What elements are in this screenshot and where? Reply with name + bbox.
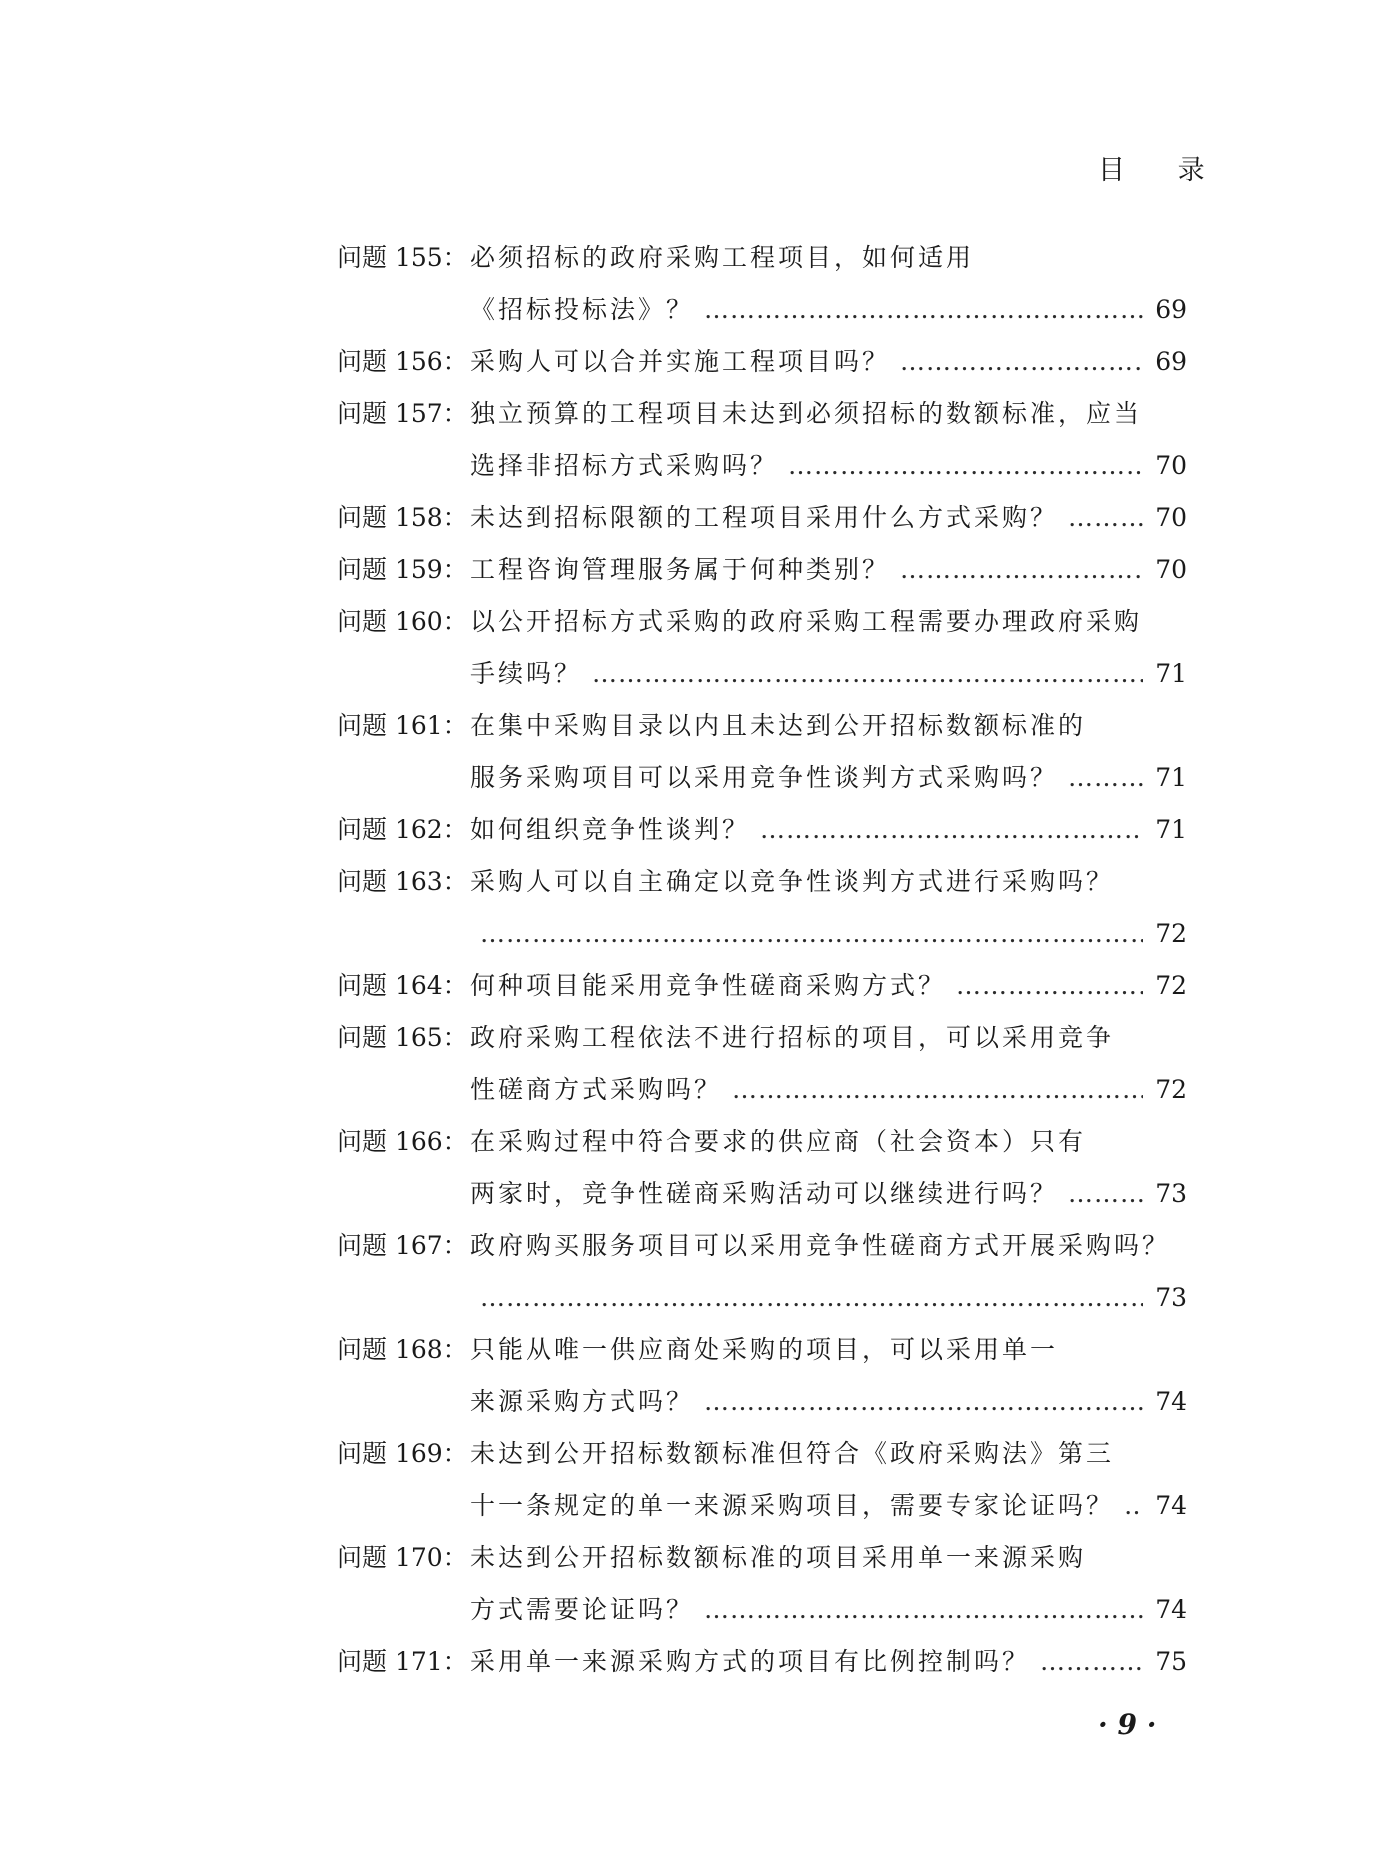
toc-entry-page: 73 xyxy=(1155,1283,1187,1312)
toc-entry-line xyxy=(337,1480,1187,1532)
toc-entry-number: 问题 165： xyxy=(337,1023,468,1052)
toc-entry-line xyxy=(337,1220,1187,1272)
toc-entry-line xyxy=(337,232,1187,284)
running-header-title: 目 录 xyxy=(1098,155,1227,186)
toc-entry-number: 问题 166： xyxy=(337,1127,468,1156)
toc-entry-page: 71 xyxy=(1155,815,1187,844)
toc-entry-line xyxy=(337,492,1187,544)
toc-dot-leader xyxy=(760,804,1143,856)
toc-dot-leader xyxy=(732,1064,1143,1116)
toc-entry-title: 独立预算的工程项目未达到必须招标的数额标准，应当 xyxy=(470,399,1143,428)
toc-entry-page: 72 xyxy=(1155,971,1187,1000)
toc-entry-line xyxy=(337,388,1187,440)
toc-entry-page: 71 xyxy=(1155,763,1187,792)
toc-entry-page: 71 xyxy=(1155,659,1187,688)
toc-entry-title: 采购人可以合并实施工程项目吗？ xyxy=(470,347,891,376)
toc-entry-title: 十一条规定的单一来源采购项目，需要专家论证吗？ xyxy=(470,1491,1115,1520)
toc-entry-page: 70 xyxy=(1155,555,1187,584)
toc-entry-title: 政府购买服务项目可以采用竞争性磋商方式开展采购吗？ xyxy=(470,1231,1171,1260)
toc-entry-line xyxy=(337,596,1187,648)
toc-entry-number: 问题 160： xyxy=(337,607,468,636)
toc-dot-leader xyxy=(1068,1168,1143,1220)
toc-entry-line xyxy=(337,1116,1187,1168)
toc-entry-line xyxy=(337,752,1187,804)
toc-entry-page: 74 xyxy=(1155,1387,1187,1416)
toc-entry-title: 服务采购项目可以采用竞争性谈判方式采购吗？ xyxy=(470,763,1059,792)
toc-entry[interactable] xyxy=(337,1636,1187,1688)
toc-entry[interactable] xyxy=(337,336,1187,388)
toc-dot-leader xyxy=(704,1584,1143,1636)
toc-entry-title: 《招标投标法》？ xyxy=(470,295,695,324)
toc-entry[interactable] xyxy=(337,1532,1187,1636)
toc-entry-number: 问题 161： xyxy=(337,711,468,740)
toc-entry-title: 选择非招标方式采购吗？ xyxy=(470,451,779,480)
toc-entry[interactable] xyxy=(337,232,1187,336)
toc-entry-number: 问题 171： xyxy=(337,1647,468,1676)
toc-entry-line xyxy=(337,284,1187,336)
toc-dot-leader xyxy=(1068,752,1143,804)
toc-entry-title: 未达到公开招标数额标准的项目采用单一来源采购 xyxy=(470,1543,1087,1572)
toc-entry-number: 问题 158： xyxy=(337,503,468,532)
toc-dot-leader xyxy=(956,960,1143,1012)
toc-entry-page: 75 xyxy=(1155,1647,1187,1676)
toc-entry-number: 问题 159： xyxy=(337,555,468,584)
toc-entry-line xyxy=(337,1376,1187,1428)
toc-entry-page: 72 xyxy=(1155,919,1187,948)
toc-entry-number: 问题 157： xyxy=(337,399,468,428)
toc-entry-page: 69 xyxy=(1155,347,1187,376)
toc-dot-leader xyxy=(900,336,1143,388)
toc-entry-line xyxy=(337,648,1187,700)
toc-entry-line xyxy=(337,1428,1187,1480)
toc-entry-title: 何种项目能采用竞争性磋商采购方式？ xyxy=(470,971,947,1000)
toc-entry-line xyxy=(337,960,1187,1012)
toc-entry-line xyxy=(337,856,1187,908)
toc-dot-leader xyxy=(1068,492,1143,544)
toc-entry-line xyxy=(337,1272,1187,1324)
toc-entry-line xyxy=(337,908,1187,960)
toc-entry-line xyxy=(337,1168,1187,1220)
toc-entry-number: 问题 155： xyxy=(337,243,468,272)
toc-dot-leader xyxy=(480,908,1143,960)
toc-entry-title: 必须招标的政府采购工程项目，如何适用 xyxy=(470,243,975,272)
toc-entry[interactable] xyxy=(337,1428,1187,1532)
toc-entry-page: 70 xyxy=(1155,503,1187,532)
toc-entry-title: 以公开招标方式采购的政府采购工程需要办理政府采购 xyxy=(470,607,1143,636)
toc-entry-title: 来源采购方式吗？ xyxy=(470,1387,695,1416)
toc-entry-line xyxy=(337,1636,1187,1688)
toc-entry[interactable] xyxy=(337,492,1187,544)
toc-entry-title: 只能从唯一供应商处采购的项目，可以采用单一 xyxy=(470,1335,1059,1364)
toc-entry[interactable] xyxy=(337,804,1187,856)
toc-entry-page: 69 xyxy=(1155,295,1187,324)
toc-dot-leader xyxy=(704,1376,1143,1428)
toc-entry[interactable] xyxy=(337,856,1187,960)
toc-entry-title: 如何组织竞争性谈判？ xyxy=(470,815,751,844)
toc-entry-title: 两家时，竞争性磋商采购活动可以继续进行吗？ xyxy=(470,1179,1059,1208)
toc-entry-title: 工程咨询管理服务属于何种类别？ xyxy=(470,555,891,584)
toc-entry-title: 采用单一来源采购方式的项目有比例控制吗？ xyxy=(470,1647,1031,1676)
toc-dot-leader xyxy=(480,1272,1143,1324)
toc-entry-title: 未达到招标限额的工程项目采用什么方式采购？ xyxy=(470,503,1059,532)
toc-entry-line xyxy=(337,1532,1187,1584)
table-of-contents xyxy=(337,232,1187,1688)
toc-dot-leader xyxy=(900,544,1143,596)
toc-entry-title: 方式需要论证吗？ xyxy=(470,1595,695,1624)
toc-entry-title: 未达到公开招标数额标准但符合《政府采购法》第三 xyxy=(470,1439,1115,1468)
toc-entry-title: 采购人可以自主确定以竞争性谈判方式进行采购吗？ xyxy=(470,867,1115,896)
toc-entry-number: 问题 167： xyxy=(337,1231,468,1260)
toc-entry-page: 70 xyxy=(1155,451,1187,480)
toc-entry-line xyxy=(337,1584,1187,1636)
toc-entry-line xyxy=(337,336,1187,388)
toc-entry[interactable] xyxy=(337,1220,1187,1324)
toc-dot-leader xyxy=(704,284,1143,336)
toc-entry-number: 问题 163： xyxy=(337,867,468,896)
toc-entry-page: 74 xyxy=(1155,1595,1187,1624)
toc-entry-number: 问题 169： xyxy=(337,1439,468,1468)
toc-entry[interactable] xyxy=(337,1324,1187,1428)
toc-dot-leader xyxy=(1124,1480,1143,1532)
toc-entry[interactable] xyxy=(337,544,1187,596)
toc-entry-title: 政府采购工程依法不进行招标的项目，可以采用竞争 xyxy=(470,1023,1115,1052)
toc-entry-page: 74 xyxy=(1155,1491,1187,1520)
toc-dot-leader xyxy=(788,440,1143,492)
toc-entry[interactable] xyxy=(337,388,1187,492)
toc-entry-line xyxy=(337,1324,1187,1376)
toc-entry-title: 在集中采购目录以内且未达到公开招标数额标准的 xyxy=(470,711,1087,740)
toc-entry-line xyxy=(337,440,1187,492)
page-number: · 9 · xyxy=(1098,1708,1157,1741)
toc-entry-number: 问题 164： xyxy=(337,971,468,1000)
toc-entry[interactable] xyxy=(337,1116,1187,1220)
toc-entry-page: 73 xyxy=(1155,1179,1187,1208)
toc-entry-line xyxy=(337,1012,1187,1064)
toc-entry-title: 在采购过程中符合要求的供应商（社会资本）只有 xyxy=(470,1127,1087,1156)
toc-entry-line xyxy=(337,544,1187,596)
toc-entry-line xyxy=(337,804,1187,856)
toc-entry[interactable] xyxy=(337,960,1187,1012)
toc-entry-line xyxy=(337,1064,1187,1116)
toc-entry-page: 72 xyxy=(1155,1075,1187,1104)
toc-dot-leader xyxy=(592,648,1143,700)
toc-entry[interactable] xyxy=(337,596,1187,700)
toc-entry-number: 问题 162： xyxy=(337,815,468,844)
toc-dot-leader xyxy=(1040,1636,1143,1688)
toc-entry-number: 问题 168： xyxy=(337,1335,468,1364)
toc-entry[interactable] xyxy=(337,1012,1187,1116)
toc-entry-title: 手续吗？ xyxy=(470,659,583,688)
toc-entry-number: 问题 156： xyxy=(337,347,468,376)
toc-entry-number: 问题 170： xyxy=(337,1543,468,1572)
toc-entry-title: 性磋商方式采购吗？ xyxy=(470,1075,723,1104)
toc-entry-line xyxy=(337,700,1187,752)
toc-entry[interactable] xyxy=(337,700,1187,804)
